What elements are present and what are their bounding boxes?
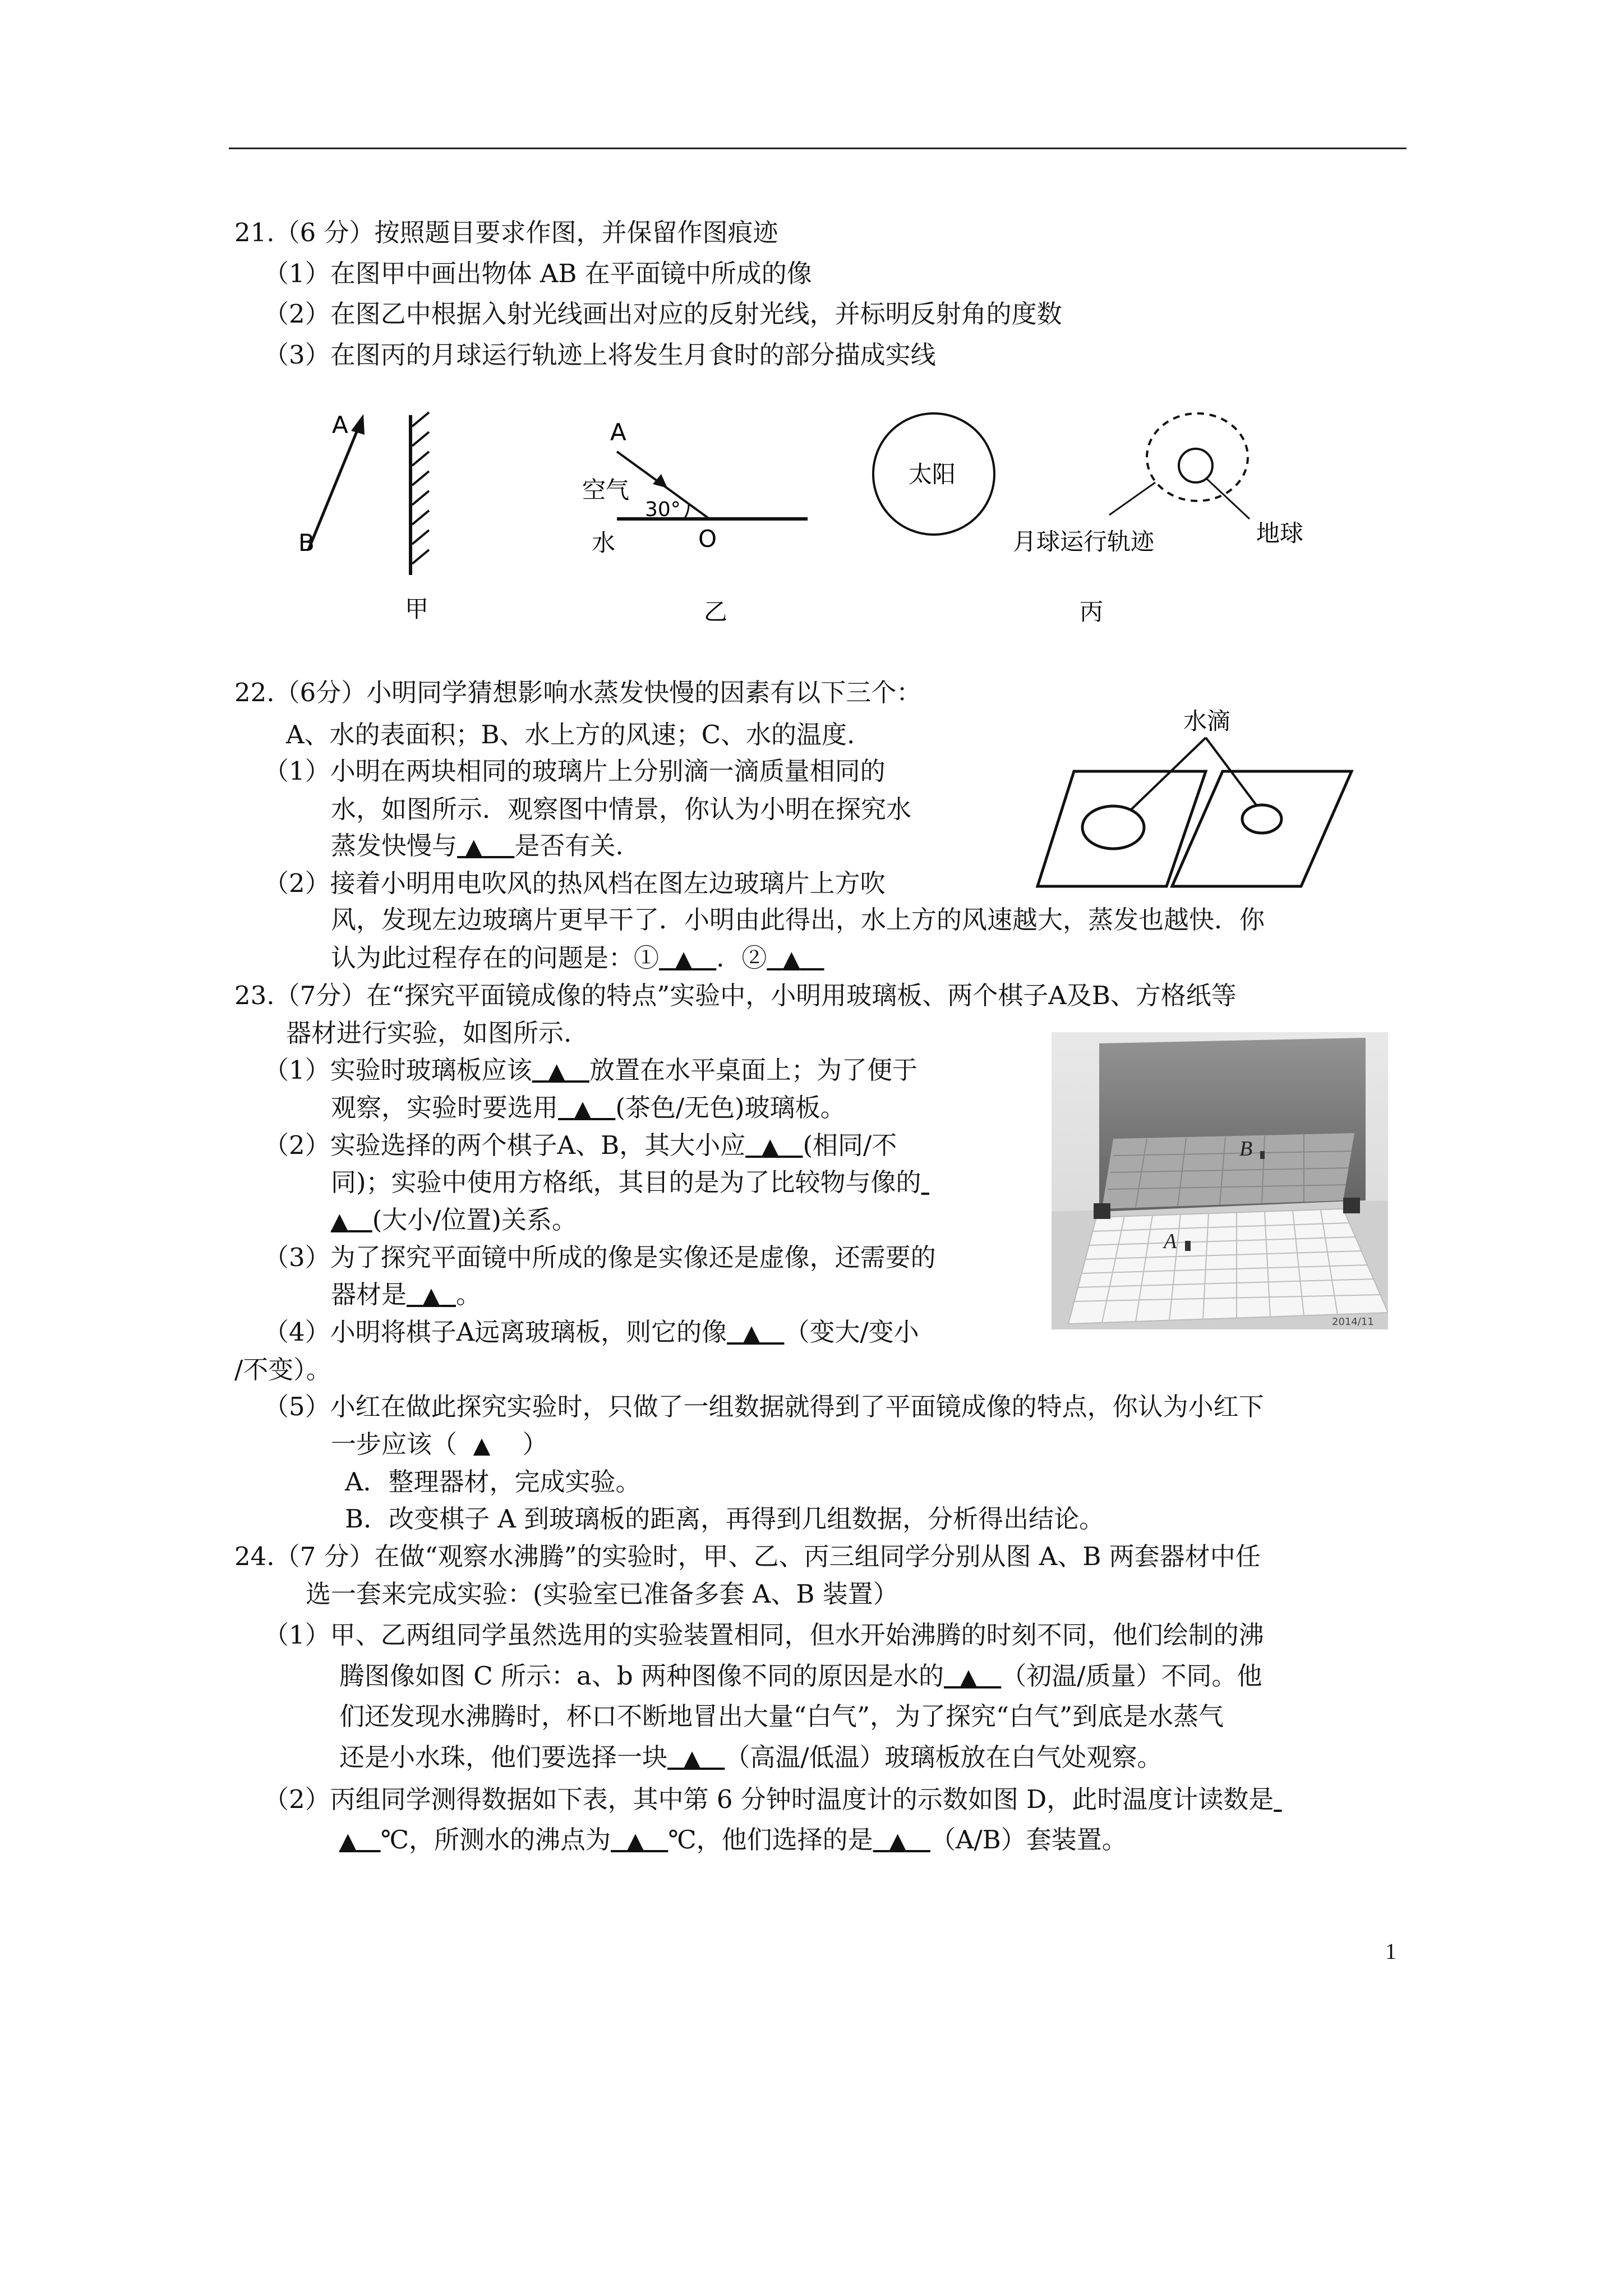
chess-piece-b-icon <box>1260 1151 1265 1159</box>
mirror-stand-right <box>1343 1198 1360 1213</box>
q24-part1-d: 还是小水珠，他们要选择一块 ▲ （高温/低温）玻璃板放在白气处观察。 <box>339 1742 1163 1772</box>
blank-marker: ▲ <box>675 946 693 972</box>
blank-marker: ▲ <box>465 834 483 860</box>
q22-part2-b: 风，发现左边玻璃片更早干了．小明由此得出，水上方的风速越大，蒸发也越快．你 <box>331 905 1265 935</box>
blank-marker: ▲ <box>626 1828 644 1854</box>
chess-piece-a-icon <box>1185 1241 1191 1251</box>
q22-title: 22.（6分）小明同学猜想影响水蒸发快慢的因素有以下三个： <box>234 678 922 707</box>
q24-part1-a: （1）甲、乙两组同学虽然选用的实验装置相同，但水开始沸腾的时刻不同，他们绘制的沸 <box>264 1620 1264 1650</box>
label-angle: 30° <box>645 498 681 521</box>
reflected-grid <box>1102 1133 1354 1209</box>
q23-mirror-photo <box>1052 1032 1388 1329</box>
q23-part1-a: （1）实验时玻璃板应该 ▲ 放置在水平桌面上；为了便于 <box>264 1055 917 1085</box>
incident-arrow-icon <box>653 474 667 488</box>
q23-title: 23.（7分）在“探究平面镜成像的特点”实验中，小明用玻璃板、两个棋子A及B、方格纸等 <box>234 981 1237 1010</box>
q22-factors: A、水的表面积；B、水上方的风速；C、水的温度. <box>286 720 855 749</box>
earth-pointer <box>1206 478 1249 519</box>
q23-part2-c: ▲ (大小/位置)关系。 <box>331 1205 577 1235</box>
q23-part3-b: 器材是 ▲ 。 <box>331 1280 482 1309</box>
blank-marker: ▲ <box>339 1828 357 1854</box>
label-earth: 地球 <box>1256 519 1304 547</box>
q23-part2-a: （2）实验选择的两个棋子A、B，其大小应 ▲ (相同/不 <box>264 1130 897 1160</box>
mirror-hatching <box>412 412 429 564</box>
q24-intro: 选一套来完成实验：(实验室已准备多套 A、B 装置） <box>306 1579 898 1609</box>
blank-marker: ▲ <box>548 1059 566 1084</box>
blank-marker: ▲ <box>574 1096 592 1122</box>
label-b: B <box>298 529 315 556</box>
q22-part1-a: （1）小明在两块相同的玻璃片上分别滴一滴质量相同的 <box>264 756 886 786</box>
label-o: O <box>698 525 717 553</box>
page-number: 1 <box>1385 1939 1396 1964</box>
q24-title: 24.（7 分）在做“观察水沸腾”的实验时，甲、乙、丙三组同学分别从图 A、B 两套器材中任 <box>234 1542 1261 1571</box>
label-sun: 太阳 <box>909 461 956 488</box>
photo-date-stamp: 2014/11 <box>1332 1316 1374 1328</box>
label-air: 空气 <box>582 476 630 504</box>
q23-part4-b: /不变）。 <box>234 1355 331 1384</box>
earth-circle <box>1179 449 1212 482</box>
blank-marker: ▲ <box>782 946 800 972</box>
label-a: A <box>332 411 348 439</box>
q24-part1-b: 腾图像如图 C 所示：a、b 两种图像不同的原因是水的 ▲ （初温/质量）不同。他 <box>339 1661 1262 1691</box>
q22-part2-c: 认为此过程存在的问题是：① ▲ ．② ▲ <box>331 943 800 973</box>
blank-marker: ▲ <box>473 1433 491 1458</box>
q21-figures <box>280 404 1374 639</box>
label-water: 水 <box>592 529 616 556</box>
blank-marker: ▲ <box>422 1283 440 1309</box>
label-yi: 乙 <box>704 598 728 625</box>
q23-part5-a: （5）小红在做此探究实验时，只做了一组数据就得到了平面镜成像的特点，你认为小红下 <box>264 1392 1264 1421</box>
label-jia: 甲 <box>405 595 429 623</box>
label-yi-a: A <box>610 418 626 446</box>
orbit-pointer <box>1109 482 1155 515</box>
blank-marker: ▲ <box>889 1828 907 1854</box>
pointer-large <box>1130 738 1206 811</box>
q23-part5-b: 一步应该（ ▲ ） <box>331 1429 548 1459</box>
label-moon-orbit: 月球运行轨迹 <box>1013 528 1155 555</box>
blank-marker: ▲ <box>960 1664 978 1690</box>
q21-title: 21.（6 分）按照题目要求作图，并保留作图痕迹 <box>234 218 778 247</box>
q24-part2-b: ▲ ℃，所测水的沸点为 ▲ ℃，他们选择的是 ▲ （A/B）套装置。 <box>339 1825 1127 1855</box>
q23-part1-b: 观察，实验时要选用 ▲ (茶色/无色)玻璃板。 <box>331 1093 846 1122</box>
drop-small <box>1242 805 1281 833</box>
angle-arc <box>684 504 689 519</box>
q23-part2-b: 同)；实验中使用方格纸，其目的是为了比较物与像的 <box>331 1167 921 1197</box>
object-ab-arrow <box>308 424 360 550</box>
q21-part3: （3）在图丙的月球运行轨迹上将发生月食时的部分描成实线 <box>264 340 936 370</box>
q23-part4-a: （4）小明将棋子A远离玻璃板，则它的像 ▲ （变大/变小 <box>264 1317 919 1347</box>
photo-label-b: B <box>1239 1137 1253 1161</box>
q23-intro: 器材进行实验，如图所示. <box>286 1018 572 1048</box>
blank-marker: ▲ <box>683 1746 701 1772</box>
blank-marker: ▲ <box>331 1208 348 1234</box>
q22-part1-c: 蒸发快慢与 ▲ 是否有关. <box>331 831 624 861</box>
q24-part1-c: 们还发现水沸腾时，杯口不断地冒出大量“白气”，为了探究“白气”到底是水蒸气 <box>339 1701 1224 1731</box>
q21-part2: （2）在图乙中根据入射光线画出对应的反射光线，并标明反射角的度数 <box>264 299 1062 329</box>
blank-marker: ▲ <box>761 1134 779 1159</box>
q23-part3-a: （3）为了探究平面镜中所成的像是实像还是虚像，还需要的 <box>264 1243 936 1272</box>
q22-part2-a: （2）接着小明用电吹风的热风档在图左边玻璃片上方吹 <box>264 868 886 898</box>
blank-marker: ▲ <box>743 1320 760 1346</box>
drop-large <box>1082 806 1144 849</box>
q23-option-a: A．整理器材，完成实验。 <box>345 1467 641 1497</box>
q22-glass-figure <box>1032 707 1402 898</box>
q23-option-b: B．改变棋子 A 到玻璃板的距离，再得到几组数据，分析得出结论。 <box>345 1504 1105 1534</box>
grid-paper <box>1068 1209 1388 1324</box>
q24-part2-a: （2）丙组同学测得数据如下表，其中第 6 分钟时温度计的示数如图 D，此时温度计读数是 <box>264 1784 1274 1814</box>
arrowhead-a-icon <box>351 414 365 435</box>
header-rule <box>229 148 1407 149</box>
q22-part1-b: 水，如图所示．观察图中情景，你认为小明在探究水 <box>331 794 912 824</box>
mirror-stand-left <box>1094 1203 1110 1219</box>
label-water-drop: 水滴 <box>1183 707 1231 735</box>
photo-label-a: A <box>1164 1230 1177 1253</box>
label-bing: 丙 <box>1080 598 1104 625</box>
q21-part1: （1）在图甲中画出物体 AB 在平面镜中所成的像 <box>264 259 812 288</box>
moon-orbit-dashed <box>1147 413 1248 501</box>
